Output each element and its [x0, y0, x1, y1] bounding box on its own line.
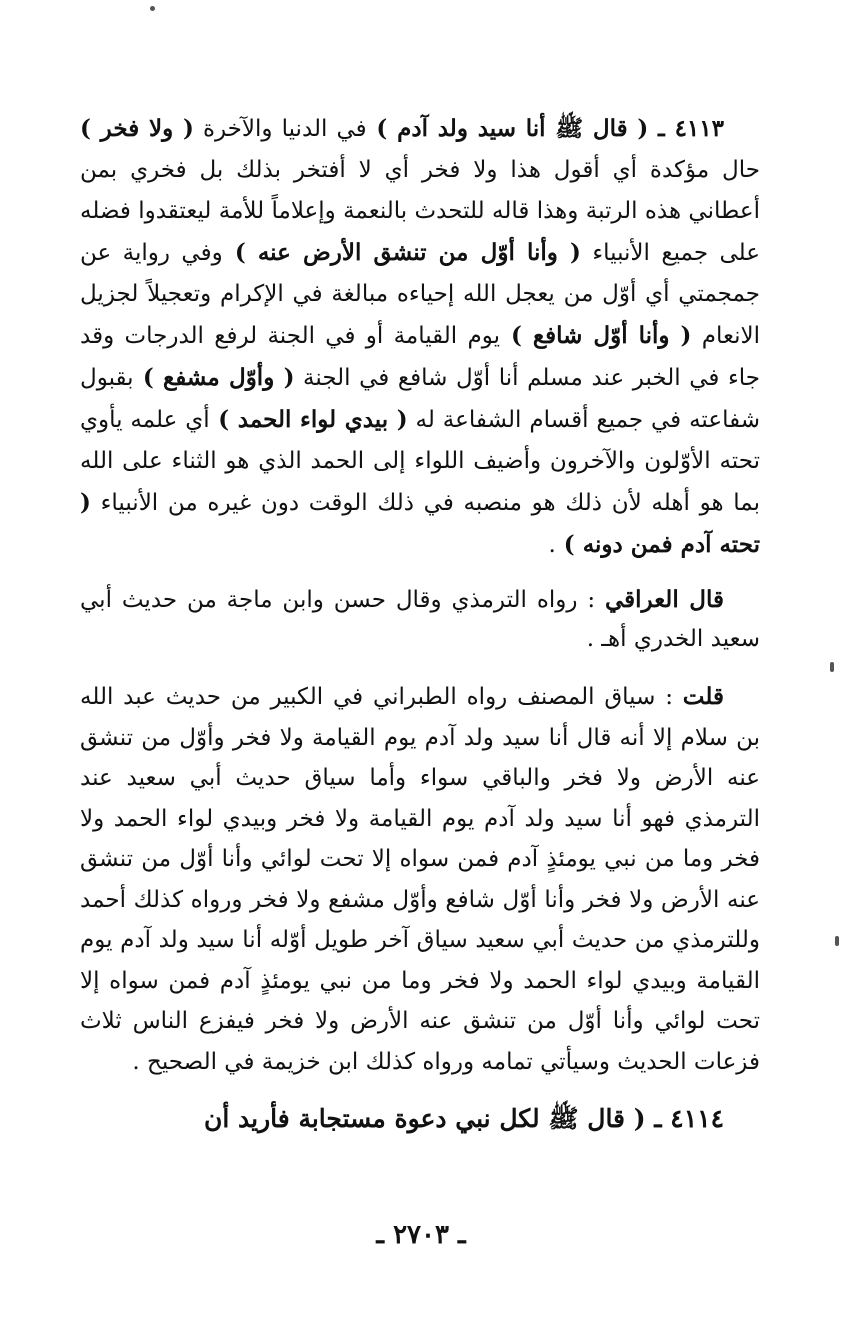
- hadith-text: ( بيدي لواء الحمد ): [209, 406, 408, 433]
- hadith-number: ٤١١٣ ـ: [658, 115, 724, 142]
- hadith-text: ( قال ﷺ لكل نبي دعوة مستجابة فأريد أن: [204, 1104, 655, 1133]
- margin-mark: [835, 936, 839, 946]
- author-note-paragraph: [80, 677, 760, 1082]
- hadith-number: ٤١١٤ ـ: [654, 1104, 724, 1133]
- commentary-text: حال مؤكدة أي أقول هذا ولا فخر أي لا أفتخر بذلك بل فخري بمن أعطاني هذه الرتبة وهذا قاله للتحدث بالنعمة وإعلاماً للأمة ليعتقدوا فضله على جميع الأنبياء: [80, 157, 760, 266]
- commentary-text: في الدنيا والآخرة: [193, 116, 367, 142]
- hadith-text: ( قال ﷺ أنا سيد ولد آدم ): [366, 115, 659, 142]
- note-text: : رواه الترمذي وقال حسن وابن ماجة من حديث أبي سعيد الخدري أهـ .: [80, 587, 760, 652]
- page-number: ـ ٢٧٠٣ ـ: [376, 1220, 466, 1250]
- commentary-text: يوم القيامة أو في الجنة لرفع الدرجات وقد جاء في الخبر عند مسلم أنا أوّل شافع في الجنة: [80, 323, 760, 391]
- note-text: : سياق المصنف رواه الطبراني في الكبير من حديث عبد الله بن سلام إلا أنه قال أنا سيد ولد آدم يوم القيامة ولا فخر وأوّل من تنشق عنه الأرض ولا فخر والباقي سواء وأما سياق حديث أبي سعيد عند الترمذي فهو أنا سيد ولد آدم يوم القيامة ولا فخر وبيدي لواء الحمد ولا فخر وما من نبي يومئذٍ آدم فمن سواه إلا تحت لوائي وأنا أوّل من تنشق عنه الأرض ولا فخر وأنا أوّل شافع وأوّل مشفع ولا فخر ورواه كذلك أحمد وللترمذي من حديث أبي سعيد سياق آخر طويل أوّله أنا سيد ولد آدم يوم القيامة وبيدي لواء الحمد ولا فخر وما من نبي يومئذٍ آدم فمن سواه إلا تحت لوائي وأنا أوّل من تنشق عنه الأرض ولا فخر فيفزع الناس ثلاث فزعات الحديث وسيأتي تمامه ورواه كذلك ابن خزيمة في الصحيح .: [80, 684, 760, 1075]
- page-body: [80, 108, 760, 1140]
- commentary-text: بقبول شفاعته في جميع أقسام الشفاعة له: [80, 365, 760, 433]
- hadith-text: ( تحته آدم فمن دونه ): [80, 489, 760, 558]
- hadith-text: ( وأنا أوّل من تنشق الأرض عنه ): [222, 239, 581, 266]
- commentary-text: أي علمه يأوي تحته الأوّلون والآخرون وأضيف اللواء إلى الحمد الذي هو الثناء على الله بما هو أهله لأن ذلك هو منصبه في ذلك الوقت دون غيره من الأنبياء: [80, 407, 760, 516]
- hadith-text: ( وأنا أوّل شافع ): [500, 322, 692, 349]
- commentary-text: .: [548, 532, 556, 558]
- hadith-text: ( ولا فخر ): [80, 115, 194, 142]
- note-lead: قلت: [682, 683, 724, 710]
- note-lead: قال العراقي: [604, 586, 724, 613]
- stray-mark: [150, 6, 155, 11]
- margin-mark: [830, 662, 834, 672]
- hadith-4114-paragraph: [80, 1098, 760, 1140]
- commentary-text: وفي رواية عن جمجمتي أي أوّل من يعجل الله إحياءه مبالغة في الإكرام وتعجيلاً لجزيل الانعام: [80, 240, 760, 349]
- hadith-4113-paragraph: [80, 108, 760, 566]
- hadith-text: ( وأوّل مشفع ): [133, 364, 295, 391]
- iraqi-note-paragraph: [80, 580, 760, 659]
